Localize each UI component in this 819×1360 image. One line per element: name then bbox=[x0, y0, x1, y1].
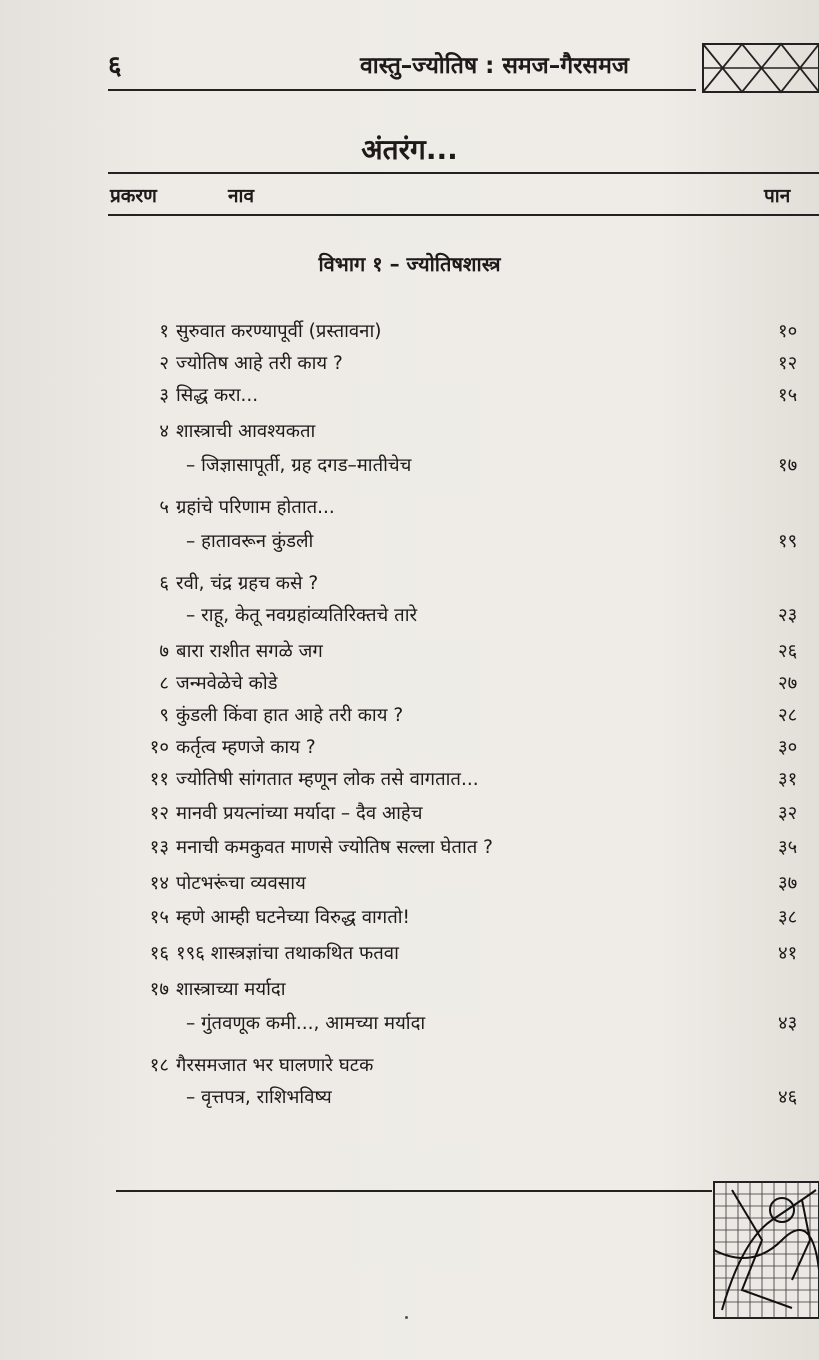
toc-entry-title: म्हणे आम्ही घटनेच्या विरुद्ध वागतो! bbox=[176, 907, 410, 928]
toc-entry bbox=[0, 382, 819, 412]
toc-entry-title: बारा राशीत सगळे जग bbox=[176, 641, 323, 662]
toc-entry-title: सुरुवात करण्यापूर्वी (प्रस्तावना) bbox=[176, 321, 382, 342]
toc-entry-page: १२ bbox=[778, 353, 798, 374]
toc-entry-title: शास्त्राच्या मर्यादा bbox=[176, 979, 286, 1000]
toc-entry-title: मानवी प्रयत्नांच्या मर्यादा – दैव आहेच bbox=[176, 803, 423, 824]
toc-entry bbox=[0, 1010, 819, 1040]
toc-title: अंतरंग... bbox=[361, 133, 458, 166]
page-number: ६ bbox=[108, 51, 122, 81]
toc-entry-number: १५ bbox=[149, 907, 169, 928]
toc-entry-page: ३७ bbox=[778, 873, 798, 894]
column-header-page: पान bbox=[764, 185, 791, 207]
toc-entry-number: ११ bbox=[149, 769, 169, 790]
toc-entry bbox=[0, 940, 819, 970]
toc-entry bbox=[0, 870, 819, 900]
footer-ornament-icon bbox=[712, 1180, 819, 1320]
toc-entry-page: २६ bbox=[778, 641, 798, 662]
toc-entry-title: मनाची कमकुवत माणसे ज्योतिष सल्ला घेतात ? bbox=[176, 837, 493, 858]
toc-entry-title: सिद्ध करा... bbox=[176, 385, 259, 406]
toc-entry bbox=[0, 1052, 819, 1082]
toc-entry-title: जन्मवेळेचे कोडे bbox=[176, 673, 278, 694]
toc-entry-title: ज्योतिष आहे तरी काय ? bbox=[176, 353, 343, 374]
toc-entry bbox=[0, 318, 819, 348]
toc-entry bbox=[0, 418, 819, 448]
toc-entry-page: २८ bbox=[778, 705, 798, 726]
toc-entry-number: १ bbox=[159, 321, 169, 342]
toc-entry bbox=[0, 670, 819, 700]
toc-entry bbox=[0, 834, 819, 864]
toc-entry-page: ४३ bbox=[778, 1013, 798, 1034]
toc-entry bbox=[0, 528, 819, 558]
toc-entry-title: ग्रहांचे परिणाम होतात... bbox=[176, 497, 335, 518]
header-ornament-icon bbox=[702, 42, 819, 94]
toc-entry bbox=[0, 1084, 819, 1114]
toc-entry-number: ५ bbox=[159, 497, 169, 518]
toc-entry bbox=[0, 766, 819, 796]
toc-entry-title: १९६ शास्त्रज्ञांचा तथाकथित फतवा bbox=[176, 943, 399, 964]
toc-entry-title: कुंडली किंवा हात आहे तरी काय ? bbox=[176, 705, 404, 726]
toc-entry-title: – हातावरून कुंडली bbox=[186, 531, 314, 552]
toc-entry-number: ८ bbox=[159, 673, 169, 694]
toc-entry bbox=[0, 976, 819, 1006]
toc-entry-page: ३५ bbox=[778, 837, 798, 858]
toc-entry bbox=[0, 350, 819, 380]
toc-entry-number: १० bbox=[149, 737, 169, 758]
toc-entry-number: ४ bbox=[159, 421, 169, 442]
toc-entry-title: – जिज्ञासापूर्ती, ग्रह दगड–मातीचेच bbox=[186, 455, 412, 476]
header-rule bbox=[108, 89, 696, 91]
toc-entry-page: १५ bbox=[778, 385, 798, 406]
toc-entry-page: ३८ bbox=[778, 907, 798, 928]
toc-entry-page: १७ bbox=[778, 455, 798, 476]
toc-entry-title: – राहू, केतू नवग्रहांव्यतिरिक्तचे तारे bbox=[186, 605, 418, 626]
toc-entry-number: २ bbox=[159, 353, 169, 374]
toc-entry-page: ३१ bbox=[778, 769, 798, 790]
toc-entry bbox=[0, 734, 819, 764]
toc-entry bbox=[0, 602, 819, 632]
toc-entry-title: शास्त्राची आवश्यकता bbox=[176, 421, 316, 442]
toc-entry bbox=[0, 452, 819, 482]
toc-entry-page: ३० bbox=[778, 737, 798, 758]
toc-entry-number: १६ bbox=[149, 943, 169, 964]
toc-entry-title: – वृत्तपत्र, राशिभविष्य bbox=[186, 1087, 332, 1108]
toc-entry bbox=[0, 702, 819, 732]
toc-entry-title: रवी, चंद्र ग्रहच कसे ? bbox=[176, 573, 319, 594]
toc-entry-number: १८ bbox=[149, 1055, 169, 1076]
section-title: विभाग १ – ज्योतिषशास्त्र bbox=[318, 252, 501, 276]
toc-entry-title: कर्तृत्व म्हणजे काय ? bbox=[176, 737, 316, 758]
toc-entry-number: १७ bbox=[149, 979, 169, 1000]
toc-entry bbox=[0, 494, 819, 524]
toc-entry-page: १० bbox=[778, 321, 798, 342]
column-header-rule-top bbox=[108, 172, 819, 174]
toc-entry-title: ज्योतिषी सांगतात म्हणून लोक तसे वागतात... bbox=[176, 769, 479, 790]
toc-entry-title: पोटभरूंचा व्यवसाय bbox=[176, 873, 306, 894]
column-header-name: नाव bbox=[228, 185, 255, 207]
toc-entry-title: – गुंतवणूक कमी..., आमच्या मर्यादा bbox=[186, 1013, 426, 1034]
toc-entry-number: १२ bbox=[149, 803, 169, 824]
toc-entry-page: १९ bbox=[778, 531, 798, 552]
toc-entry-number: ३ bbox=[159, 385, 169, 406]
toc-entry-page: ४६ bbox=[778, 1087, 798, 1108]
toc-entry-page: ४१ bbox=[778, 943, 798, 964]
toc-entry-page: ३२ bbox=[778, 803, 798, 824]
toc-entry bbox=[0, 800, 819, 830]
toc-entry bbox=[0, 638, 819, 668]
toc-entry-number: १३ bbox=[149, 837, 169, 858]
footer-rule bbox=[116, 1190, 712, 1192]
column-header-rule-bottom bbox=[108, 214, 819, 216]
toc-entry-number: ९ bbox=[159, 705, 169, 726]
toc-entry-number: १४ bbox=[149, 873, 169, 894]
running-title: वास्तु–ज्योतिष : समज–गैरसमज bbox=[360, 53, 629, 79]
toc-entry bbox=[0, 570, 819, 600]
toc-entry-number: ७ bbox=[159, 641, 169, 662]
toc-entry-number: ६ bbox=[159, 573, 169, 594]
toc-entry bbox=[0, 904, 819, 934]
toc-entry-page: २३ bbox=[778, 605, 798, 626]
page-mark bbox=[405, 1316, 408, 1319]
column-header-chapter: प्रकरण bbox=[110, 185, 157, 207]
toc-entry-page: २७ bbox=[778, 673, 798, 694]
toc-entry-title: गैरसमजात भर घालणारे घटक bbox=[176, 1055, 374, 1076]
